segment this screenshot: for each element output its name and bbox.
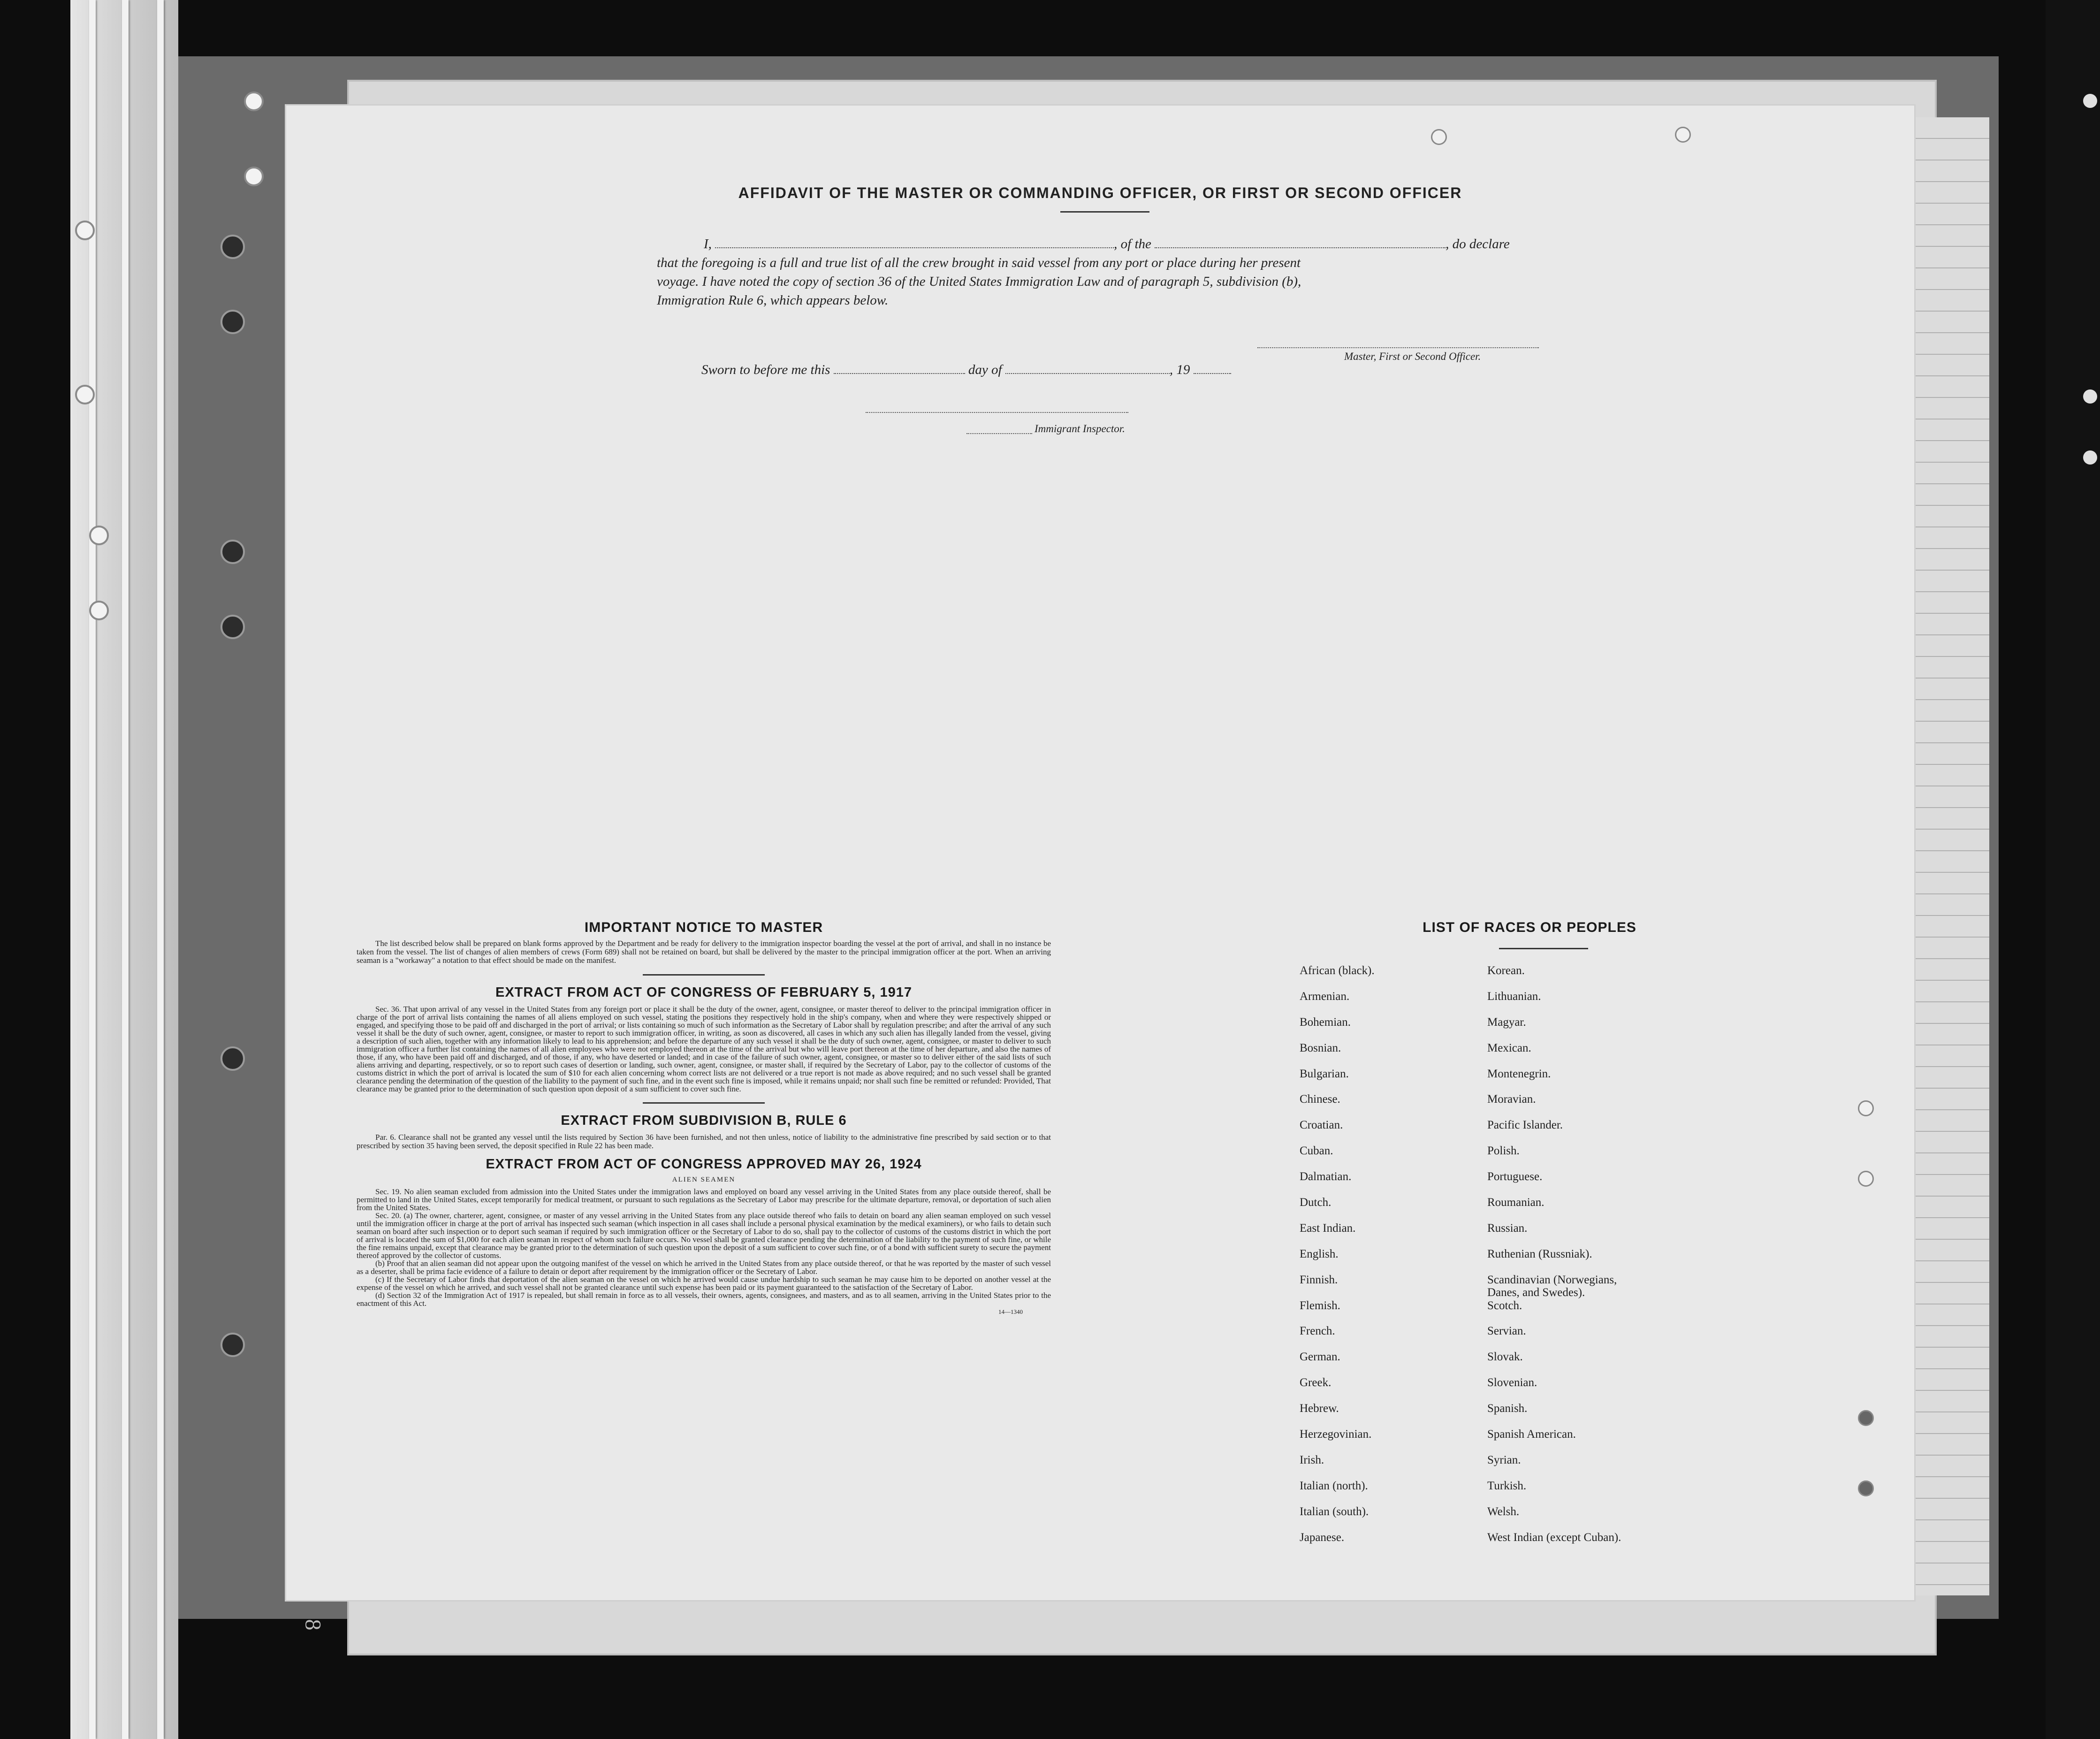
sworn-line [701, 362, 1231, 378]
race-item: Roumanian. [1487, 1196, 1545, 1209]
races-title: LIST OF RACES OR PEOPLES [1423, 920, 1636, 935]
race-item: Lithuanian. [1487, 990, 1541, 1003]
extract-1924-sec20c: (c) If the Secretary of Labor finds that deportation of the alien seaman on the vessel on which he arrived would cause undue hardship to such seaman he may cause him to be deported on another vessel at the expense of the vessel on which he arrived, and such vessel shall not be granted clearance until such expense has been paid or its payment guaranteed to the satisfaction of the Secretary of Labor. [357, 1275, 1051, 1292]
race-item: Bosnian. [1300, 1041, 1341, 1054]
crew-list-form-sheet [286, 106, 1914, 1600]
extract-rule6-body: Par. 6. Clearance shall not be granted any vessel until the lists required by Section 36 have been furnished, and not then unless, notice of liability to the administrative fine prescribed by said section or to that prescribed by section 35 having been served, the deposit specified in Rule 22 has been made. [357, 1133, 1051, 1150]
page-edge [122, 0, 129, 1739]
extract-1917-title: EXTRACT FROM ACT OF CONGRESS OF FEBRUARY 5, 1917 [495, 985, 913, 1000]
race-item: Chinese. [1300, 1093, 1340, 1106]
punch-hole-icon [221, 235, 245, 259]
notice-title: IMPORTANT NOTICE TO MASTER [584, 920, 823, 935]
declaration-of-the: , of the [1114, 236, 1151, 252]
declaration-end: , do declare [1446, 236, 1510, 252]
race-item: Turkish. [1487, 1479, 1527, 1492]
race-item: Irish. [1300, 1453, 1324, 1466]
race-item: Bulgarian. [1300, 1067, 1349, 1080]
inspector-signature-lead [966, 433, 1032, 434]
punch-hole-icon [221, 310, 245, 334]
race-item: East Indian. [1300, 1221, 1356, 1235]
punch-hole-icon [221, 615, 245, 639]
race-item: Welsh. [1487, 1505, 1520, 1518]
punch-hole-icon [244, 167, 264, 186]
notice-body: The list described below shall be prepared on blank forms approved by the Department and be ready for delivery to the immigration inspector boarding the vessel at the port of arrival, and shall in no instance be taken from the vessel. The list of changes of alien members of crews (Form 689) shall not be retained on board, but shall be delivered by the master to the principal immigration officer at the port. When an arriving seaman is a "workaway" a notation to that effect should be made on the manifest. [357, 939, 1051, 965]
race-item: Ruthenian (Russniak). [1487, 1247, 1592, 1260]
race-item: Montenegrin. [1487, 1067, 1551, 1080]
race-item: Slovak. [1487, 1350, 1523, 1364]
race-item: Syrian. [1487, 1453, 1521, 1466]
notices-section [357, 920, 1051, 1316]
punch-hole-icon [75, 221, 95, 240]
races-title-divider [1499, 948, 1588, 949]
margin-page-number: 8 [300, 1619, 326, 1631]
race-item: Scotch. [1487, 1299, 1522, 1312]
race-item: German. [1300, 1350, 1340, 1364]
race-item: Spanish. [1487, 1402, 1528, 1415]
sworn-month-field[interactable] [1005, 364, 1170, 374]
master-signature-field[interactable] [1257, 347, 1539, 348]
race-item: Polish. [1487, 1144, 1520, 1158]
races-list-right [1487, 964, 1703, 1556]
race-item: Italian (south). [1300, 1505, 1369, 1518]
race-item: African (black). [1300, 964, 1375, 977]
punch-hole-icon [244, 92, 264, 111]
declaration-i: I, [704, 236, 712, 252]
punch-hole-icon [221, 540, 245, 564]
page-edge [157, 0, 164, 1739]
race-item: Flemish. [1300, 1299, 1340, 1312]
binder-ring-icon [2083, 450, 2097, 465]
sworn-day-field[interactable] [834, 364, 965, 374]
race-item: West Indian (except Cuban). [1487, 1531, 1621, 1544]
affidavit-title: AFFIDAVIT OF THE MASTER OR COMMANDING OFFICER, OR FIRST OR SECOND OFFICER [738, 184, 1462, 201]
punch-hole-icon [1858, 1480, 1874, 1496]
binder-left-edge [70, 0, 178, 1739]
inspector-signature-label: Immigrant Inspector. [1035, 423, 1125, 435]
punch-hole-icon [221, 1333, 245, 1357]
punch-hole-icon [221, 1046, 245, 1071]
declaration-line: that the foregoing is a full and true list of all the crew brought in said vessel from any port or place during her present [657, 255, 1301, 270]
extract-1924-sec19: Sec. 19. No alien seaman excluded from admission into the United States under the immigration laws and employed on board any vessel arriving in the United States from any place outside thereof, shall be permitted to land in the United States, except temporarily for medical treatment, or pursuant to such regulations as the Secretary of Labor may prescribe for the ultimate departure, removal, or deportation of such alien from the United States. [357, 1187, 1051, 1212]
race-item: Herzegovinian. [1300, 1428, 1372, 1441]
race-item: Magyar. [1487, 1015, 1526, 1029]
extract-rule6-title: EXTRACT FROM SUBDIVISION B, RULE 6 [561, 1113, 847, 1128]
race-item: Pacific Islander. [1487, 1119, 1563, 1132]
race-item: French. [1300, 1325, 1335, 1338]
declaration-text [657, 235, 1567, 310]
binder-ring-icon [2083, 389, 2097, 404]
race-item: Russian. [1487, 1221, 1528, 1235]
race-item: Croatian. [1300, 1119, 1343, 1132]
punch-hole-icon [89, 601, 109, 620]
race-item: Hebrew. [1300, 1402, 1339, 1415]
extract-1924-subtitle: ALIEN SEAMEN [672, 1176, 736, 1183]
race-item: Mexican. [1487, 1041, 1531, 1054]
race-item: Slovenian. [1487, 1376, 1537, 1389]
declaration-line: Immigration Rule 6, which appears below. [657, 293, 889, 308]
right-binder-strip [2046, 0, 2100, 1739]
extract-1924-sec20b: (b) Proof that an alien seaman did not appear upon the outgoing manifest of the vessel on which he arrived in the United States from any place outside thereof, or that he was reported by the master of such vessel as a deserter, shall be prima facie evidence of a failure to detain or deport after requirement by the immigration officer or the Secretary of Labor. [357, 1259, 1051, 1276]
sworn-day-of: day of [968, 362, 1002, 377]
punch-hole-icon [1858, 1100, 1874, 1116]
officer-name-field[interactable] [715, 236, 1114, 248]
page-edge [89, 0, 96, 1739]
race-item: Portuguese. [1487, 1170, 1543, 1183]
races-list-left [1300, 964, 1487, 1556]
sworn-year-field[interactable] [1194, 364, 1231, 374]
sworn-prefix: Sworn to before me this [701, 362, 830, 377]
sworn-year: , 19 [1169, 362, 1190, 377]
master-signature-label: Master, First or Second Officer. [1344, 351, 1481, 362]
vessel-name-field[interactable] [1155, 236, 1446, 248]
punch-hole-icon [1431, 129, 1447, 145]
declaration-line: voyage. I have noted the copy of section 36 of the United States Immigration Law and of paragraph 5, subdivision (b), [657, 274, 1301, 289]
punch-hole-icon [1858, 1410, 1874, 1426]
race-item: Korean. [1487, 964, 1525, 977]
race-item: Spanish American. [1487, 1428, 1576, 1441]
extract-1924-sec20a: Sec. 20. (a) The owner, charterer, agent, consignee, or master of any vessel arriving in the United States from any place outside thereof who fails to detain on board any alien seaman employed on such vessel until the immigration officer in charge at the port of arrival has inspected such seaman (which inspection in all cases shall include a personal physical examination by the medical examiners), or who fails to detain such seaman on board after such inspection or to deport such seaman if required by such immigration officer or the Secretary of Labor to do so, shall pay to the collector of customs of the customs district in which the port of arrival is located the sum of $1,000 for each alien seaman in respect of whom such failure occurs. No vessel shall be granted clearance pending the determination of the liability to the payment of such fine, or while the fine remains unpaid, except that clearance may be granted prior to the determination of such question upon the deposit of a sum sufficient to cover such fine, or of a bond with sufficient surety to secure the payment thereof approved by the collector of customs. [357, 1211, 1051, 1260]
section-divider [643, 1102, 765, 1104]
race-item: Servian. [1487, 1325, 1526, 1338]
form-number: 14—1340 [998, 1308, 1023, 1315]
race-item: Finnish. [1300, 1273, 1338, 1286]
race-item: English. [1300, 1247, 1339, 1260]
punch-hole-icon [1858, 1171, 1874, 1187]
race-item: Cuban. [1300, 1144, 1333, 1158]
race-item: Scandinavian (Norwegians, Danes, and Swedes). [1487, 1273, 1617, 1299]
race-item: Japanese. [1300, 1531, 1345, 1544]
race-item: Moravian. [1487, 1093, 1536, 1106]
punch-hole-icon [75, 385, 95, 404]
race-item: Italian (north). [1300, 1479, 1368, 1492]
punch-hole-icon [89, 526, 109, 545]
race-item: Bohemian. [1300, 1015, 1351, 1029]
extract-1924-sec20d: (d) Section 32 of the Immigration Act of 1917 is repealed, but shall remain in force as to all vessels, their owners, agents, consignees, and masters, and as to all seamen, arriving in the United States prior to the enactment of this Act. [357, 1291, 1051, 1308]
race-item: Armenian. [1300, 990, 1350, 1003]
extract-1924-title: EXTRACT FROM ACT OF CONGRESS APPROVED MAY 26, 1924 [486, 1157, 922, 1172]
title-divider [1060, 211, 1149, 213]
race-item: Dutch. [1300, 1196, 1332, 1209]
inspector-signature-field[interactable] [866, 412, 1128, 413]
race-item: Greek. [1300, 1376, 1332, 1389]
punch-hole-icon [1675, 127, 1691, 143]
section-divider [643, 974, 765, 976]
extract-1917-body: Sec. 36. That upon arrival of any vessel in the United States from any foreign port or place it shall be the duty of the owner, agent, consignee, or master thereof to deliver to the principal immigration officer in charge of the port of arrival lists containing the names of all aliens employed on such vessel, stating the positions they respectively hold in the ship's company, when and where they were respectively shipped or engaged, and specifying those to be paid off and discharged in the port of arrival; or lists containing so much of such information as the Secretary of Labor shall by regulation prescribe; and after the arrival of any such vessel it shall be the duty of such owner, agent, consignee, or master to report to such immigration officer, in writing, as soon as discovered, all cases in which any such alien has illegally landed from the vessel, giving a description of such alien, together with any information likely to lead to his apprehension; and before the departure of any such vessel it shall be the duty of such owner, agent, consignee, or master to deliver to such immigration officer a further list containing the names of all alien employees who were not employed thereon at the time of the arrival but who will leave port thereon at the time of her departure, and also the names of those, if any, who have been paid off and discharged, and of those, if any, who have deserted or landed; and in case of the failure of such owner, agent, consignee, or master so to deliver either of the said lists of such aliens arriving and departing, respectively, or so to report such cases of desertion or landing, such owner, agent, consignee, or master shall, if required by the Secretary of Labor, pay to the collector of customs of the customs district in which the port of arrival is located the sum of $10 for each alien concerning whom correct lists are not delivered or a true report is not made as above required; and no such vessel shall be granted clearance pending the determination of the question of the liability to the payment of such fine, and in the event such fine is imposed, while it remains unpaid; nor shall such fine be remitted or refunded: Provided, That clearance may be granted prior to the determination of such question upon deposit of a sum sufficient to cover such fine. [357, 1005, 1051, 1093]
race-item: Dalmatian. [1300, 1170, 1352, 1183]
binder-ring-icon [2083, 94, 2097, 108]
declaration-line [657, 235, 1567, 253]
